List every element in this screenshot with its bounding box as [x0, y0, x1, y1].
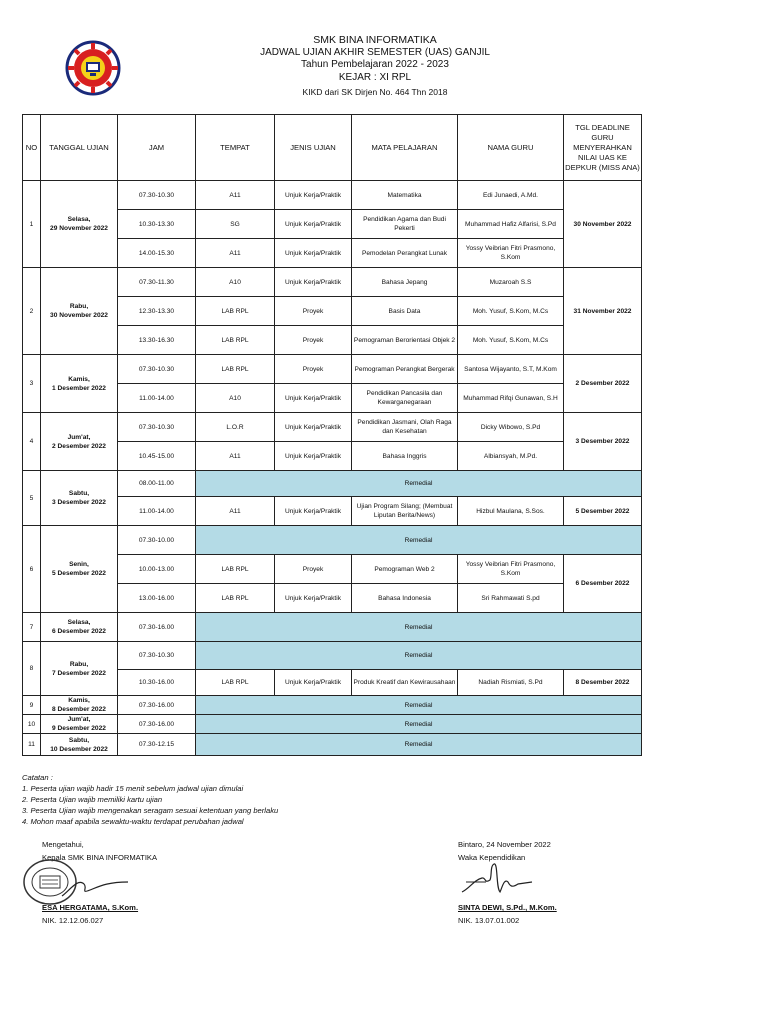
table-row — [23, 181, 642, 210]
sig-right-nik: NIK. 13.07.01.002 — [458, 915, 520, 925]
cell-deadline: 2 Desember 2022 — [564, 355, 642, 413]
cell-teacher: Hizbul Maulana, S.Sos. — [458, 497, 564, 526]
cell-type: Proyek — [275, 326, 352, 355]
cell-time: 07.30-12.15 — [118, 734, 196, 756]
cell-type: Unjuk Kerja/Praktik — [275, 442, 352, 471]
cell-no: 7 — [23, 613, 41, 642]
table-row — [23, 734, 642, 756]
signature-left-scribble — [60, 870, 130, 900]
cell-remedial: Remedial — [196, 734, 642, 756]
date-line: Jum'at, — [67, 716, 91, 723]
cell-date — [41, 181, 118, 268]
cell-subject: Bahasa Jepang — [352, 268, 458, 297]
cell-teacher: Moh. Yusuf, S.Kom, M.Cs — [458, 326, 564, 355]
cell-teacher: Muhammad Rifqi Gunawan, S.H — [458, 384, 564, 413]
cell-deadline: 31 November 2022 — [564, 268, 642, 355]
date-line: Selasa, — [67, 216, 91, 223]
table-row — [23, 642, 642, 670]
table-row — [23, 526, 642, 555]
date-line: Selasa, — [67, 619, 91, 626]
exam-schedule-table — [22, 114, 642, 756]
cell-teacher: Dicky Wibowo, S.Pd — [458, 413, 564, 442]
cell-type: Unjuk Kerja/Praktik — [275, 584, 352, 613]
cell-subject: Pendidikan Agama dan Budi Pekerti — [352, 210, 458, 239]
cell-type: Proyek — [275, 355, 352, 384]
cell-time: 07.30-16.00 — [118, 696, 196, 715]
note-item: 1. Peserta ujian wajib hadir 15 menit sebelum jadwal ujian dimulai — [22, 784, 244, 793]
cell-date — [41, 413, 118, 471]
cell-time: 07.30-16.00 — [118, 715, 196, 734]
cell-subject: Pemograman Web 2 — [352, 555, 458, 584]
cell-remedial: Remedial — [196, 715, 642, 734]
kikd-reference: KIKD dari SK Dirjen No. 464 Thn 2018 — [302, 87, 448, 97]
date-line: 30 November 2022 — [50, 312, 108, 319]
table-row — [23, 268, 642, 297]
cell-time: 14.00-15.30 — [118, 239, 196, 268]
sig-right-name: SINTA DEWI, S.Pd., M.Kom. — [458, 903, 557, 912]
cell-type: Unjuk Kerja/Praktik — [275, 268, 352, 297]
cell-place: A11 — [196, 181, 275, 210]
cell-time: 10.45-15.00 — [118, 442, 196, 471]
cell-time: 13.30-16.30 — [118, 326, 196, 355]
date-line: 7 Desember 2022 — [52, 669, 106, 677]
cell-subject: Basis Data — [352, 297, 458, 326]
cell-type: Unjuk Kerja/Praktik — [275, 239, 352, 268]
cell-place: A11 — [196, 239, 275, 268]
cell-remedial: Remedial — [196, 696, 642, 715]
cell-subject: Matematika — [352, 181, 458, 210]
cell-subject: Pendidikan Jasmani, Olah Raga dan Kesehatan — [352, 413, 458, 442]
cell-subject: Bahasa Indonesia — [352, 584, 458, 613]
cell-subject: Produk Kreatif dan Kewirausahaan — [352, 670, 458, 696]
cell-teacher: Muzaroah S.S — [458, 268, 564, 297]
cell-time: 10.00-13.00 — [118, 555, 196, 584]
sig-left-nik: NIK. 12.12.06.027 — [42, 915, 104, 925]
note-item: 4. Mohon maaf apabila sewaktu-waktu terdapat perubahan jadwal — [22, 817, 244, 826]
sig-right-line1: Bintaro, 24 November 2022 — [458, 840, 551, 849]
cell-teacher: Moh. Yusuf, S.Kom, M.Cs — [458, 297, 564, 326]
date-line: Rabu, — [69, 660, 89, 668]
cell-remedial: Remedial — [196, 642, 642, 670]
cell-place: L.O.R — [196, 413, 275, 442]
date-line: 29 November 2022 — [50, 225, 108, 232]
cell-deadline: 5 Desember 2022 — [564, 497, 642, 526]
program-class: KEJAR : XI RPL — [338, 71, 412, 83]
cell-time: 08.00-11.00 — [118, 471, 196, 497]
cell-type: Unjuk Kerja/Praktik — [275, 181, 352, 210]
cell-subject: Ujian Program Silang; (Membuat Liputan Berita/News) — [352, 497, 458, 526]
cell-deadline: 3 Desember 2022 — [564, 413, 642, 471]
cell-remedial: Remedial — [196, 471, 642, 497]
cell-subject: Bahasa Inggris — [352, 442, 458, 471]
note-item: 3. Peserta Ujian wajib mengenakan seragam sesuai ketentuan yang berlaku — [22, 806, 279, 815]
table-header-row — [23, 115, 642, 181]
cell-time: 11.00-14.00 — [118, 384, 196, 413]
cell-remedial: Remedial — [196, 526, 642, 555]
cell-type: Unjuk Kerja/Praktik — [275, 670, 352, 696]
cell-place: A11 — [196, 442, 275, 471]
cell-type: Unjuk Kerja/Praktik — [275, 497, 352, 526]
date-line: 8 Desember 2022 — [52, 706, 106, 713]
cell-no: 6 — [23, 526, 41, 613]
cell-no: 10 — [23, 715, 41, 734]
academic-year: Tahun Pembelajaran 2022 - 2023 — [301, 59, 449, 70]
notes-title: Catatan : — [22, 773, 53, 782]
cell-date — [41, 734, 118, 756]
cell-teacher: Nadiah Rismiati, S.Pd — [458, 670, 564, 696]
cell-place: LAB RPL — [196, 584, 275, 613]
sig-left-line2: Kepala SMK BINA INFORMATIKA — [42, 852, 158, 862]
cell-remedial: Remedial — [196, 613, 642, 642]
cell-teacher: Sri Rahmawati S.pd — [458, 584, 564, 613]
cell-no: 11 — [23, 734, 41, 756]
cell-teacher: Yossy Veibrian Fitri Prasmono, S.Kom — [458, 555, 564, 584]
table-row — [23, 613, 642, 642]
date-line: 1 Desember 2022 — [52, 384, 106, 392]
sig-left-line1: Mengetahui, — [42, 840, 84, 849]
schedule-title: JADWAL UJIAN AKHIR SEMESTER (UAS) GANJIL — [260, 46, 490, 58]
cell-type: Unjuk Kerja/Praktik — [275, 384, 352, 413]
cell-type: Unjuk Kerja/Praktik — [275, 413, 352, 442]
sig-left-name: ESA HERGATAMA, S.Kom. — [42, 903, 139, 912]
col-header-time: JAM — [118, 115, 196, 181]
cell-place: LAB RPL — [196, 297, 275, 326]
cell-no: 2 — [23, 268, 41, 355]
signature-right-scribble — [456, 858, 536, 902]
cell-subject: Pemodelan Perangkat Lunak — [352, 239, 458, 268]
cell-teacher: Albiansyah, M.Pd. — [458, 442, 564, 471]
col-header-teacher: NAMA GURU — [458, 115, 564, 181]
date-line: 2 Desember 2022 — [52, 442, 106, 450]
cell-no: 1 — [23, 181, 41, 268]
col-header-no: NO — [23, 115, 41, 181]
cell-date — [41, 642, 118, 696]
cell-time: 13.00-16.00 — [118, 584, 196, 613]
cell-place: A10 — [196, 268, 275, 297]
cell-type: Proyek — [275, 297, 352, 326]
cell-time: 10.30-13.30 — [118, 210, 196, 239]
date-line: Sabtu, — [68, 736, 90, 744]
cell-no: 5 — [23, 471, 41, 526]
cell-time: 07.30-10.30 — [118, 181, 196, 210]
cell-time: 10.30-16.00 — [118, 670, 196, 696]
cell-no: 4 — [23, 413, 41, 471]
cell-place: LAB RPL — [196, 326, 275, 355]
cell-time: 11.00-14.00 — [118, 497, 196, 526]
cell-place: LAB RPL — [196, 355, 275, 384]
cell-date — [41, 526, 118, 613]
school-name: SMK BINA INFORMATIKA — [313, 34, 437, 46]
date-line: 3 Desember 2022 — [52, 499, 106, 506]
cell-teacher: Edi Junaedi, A.Md. — [458, 181, 564, 210]
cell-type: Unjuk Kerja/Praktik — [275, 210, 352, 239]
cell-place: SG — [196, 210, 275, 239]
cell-place: A10 — [196, 384, 275, 413]
cell-type: Proyek — [275, 555, 352, 584]
table-row — [23, 355, 642, 384]
table-row — [23, 696, 642, 715]
cell-place: LAB RPL — [196, 555, 275, 584]
col-header-place: TEMPAT — [196, 115, 275, 181]
school-logo — [64, 40, 122, 96]
cell-time: 07.30-10.30 — [118, 642, 196, 670]
cell-subject: Pemograman Perangkat Bergerak — [352, 355, 458, 384]
cell-time: 07.30-10.00 — [118, 526, 196, 555]
document-header — [120, 34, 630, 99]
date-line: 10 Desember 2022 — [50, 745, 108, 753]
cell-date — [41, 355, 118, 413]
date-line: Kamis, — [68, 697, 90, 704]
cell-place: A11 — [196, 497, 275, 526]
cell-no: 3 — [23, 355, 41, 413]
cell-place: LAB RPL — [196, 670, 275, 696]
table-row — [23, 715, 642, 734]
cell-time: 07.30-10.30 — [118, 355, 196, 384]
col-header-type: JENIS UJIAN — [275, 115, 352, 181]
date-line: Rabu, — [69, 303, 89, 310]
cell-date — [41, 613, 118, 642]
date-line: 9 Desember 2022 — [52, 725, 106, 732]
sig-right-line2: Waka Kependidikan — [458, 852, 526, 862]
cell-no: 9 — [23, 696, 41, 715]
note-item: 2. Peserta Ujian wajib memiliki kartu ujian — [22, 795, 163, 804]
cell-deadline: 30 November 2022 — [564, 181, 642, 268]
date-line: Jum'at, — [67, 433, 91, 441]
cell-deadline: 6 Desember 2022 — [564, 555, 642, 613]
cell-teacher: Santosa Wijayanto, S.T, M.Kom — [458, 355, 564, 384]
date-line: 5 Desember 2022 — [52, 570, 106, 577]
cell-date — [41, 696, 118, 715]
cell-time: 07.30-16.00 — [118, 613, 196, 642]
cell-no: 8 — [23, 642, 41, 696]
date-line: 6 Desember 2022 — [52, 628, 106, 635]
cell-time: 12.30-13.30 — [118, 297, 196, 326]
date-line: Kamis, — [68, 375, 90, 383]
cell-deadline: 8 Desember 2022 — [564, 670, 642, 696]
cell-date — [41, 268, 118, 355]
cell-teacher: Yossy Veibrian Fitri Prasmono, S.Kom — [458, 239, 564, 268]
date-line: Senin, — [69, 561, 89, 568]
date-line: Sabtu, — [68, 490, 90, 497]
notes-section — [22, 772, 278, 827]
col-header-date: TANGGAL UJIAN — [41, 115, 118, 181]
table-row — [23, 471, 642, 497]
col-header-deadline: TGL DEADLINE GURU MENYERAHKAN NILAI UAS KE DEPKUR (MISS ANA) — [564, 115, 642, 181]
cell-time: 07.30-10.30 — [118, 413, 196, 442]
cell-date — [41, 715, 118, 734]
cell-date — [41, 471, 118, 526]
cell-subject: Pemograman Berorientasi Objek 2 — [352, 326, 458, 355]
cell-teacher: Muhammad Hafiz Alfarisi, S.Pd — [458, 210, 564, 239]
table-row — [23, 413, 642, 442]
col-header-subject: MATA PELAJARAN — [352, 115, 458, 181]
cell-subject: Pendidikan Pancasila dan Kewarganegaraan — [352, 384, 458, 413]
cell-time: 07.30-11.30 — [118, 268, 196, 297]
